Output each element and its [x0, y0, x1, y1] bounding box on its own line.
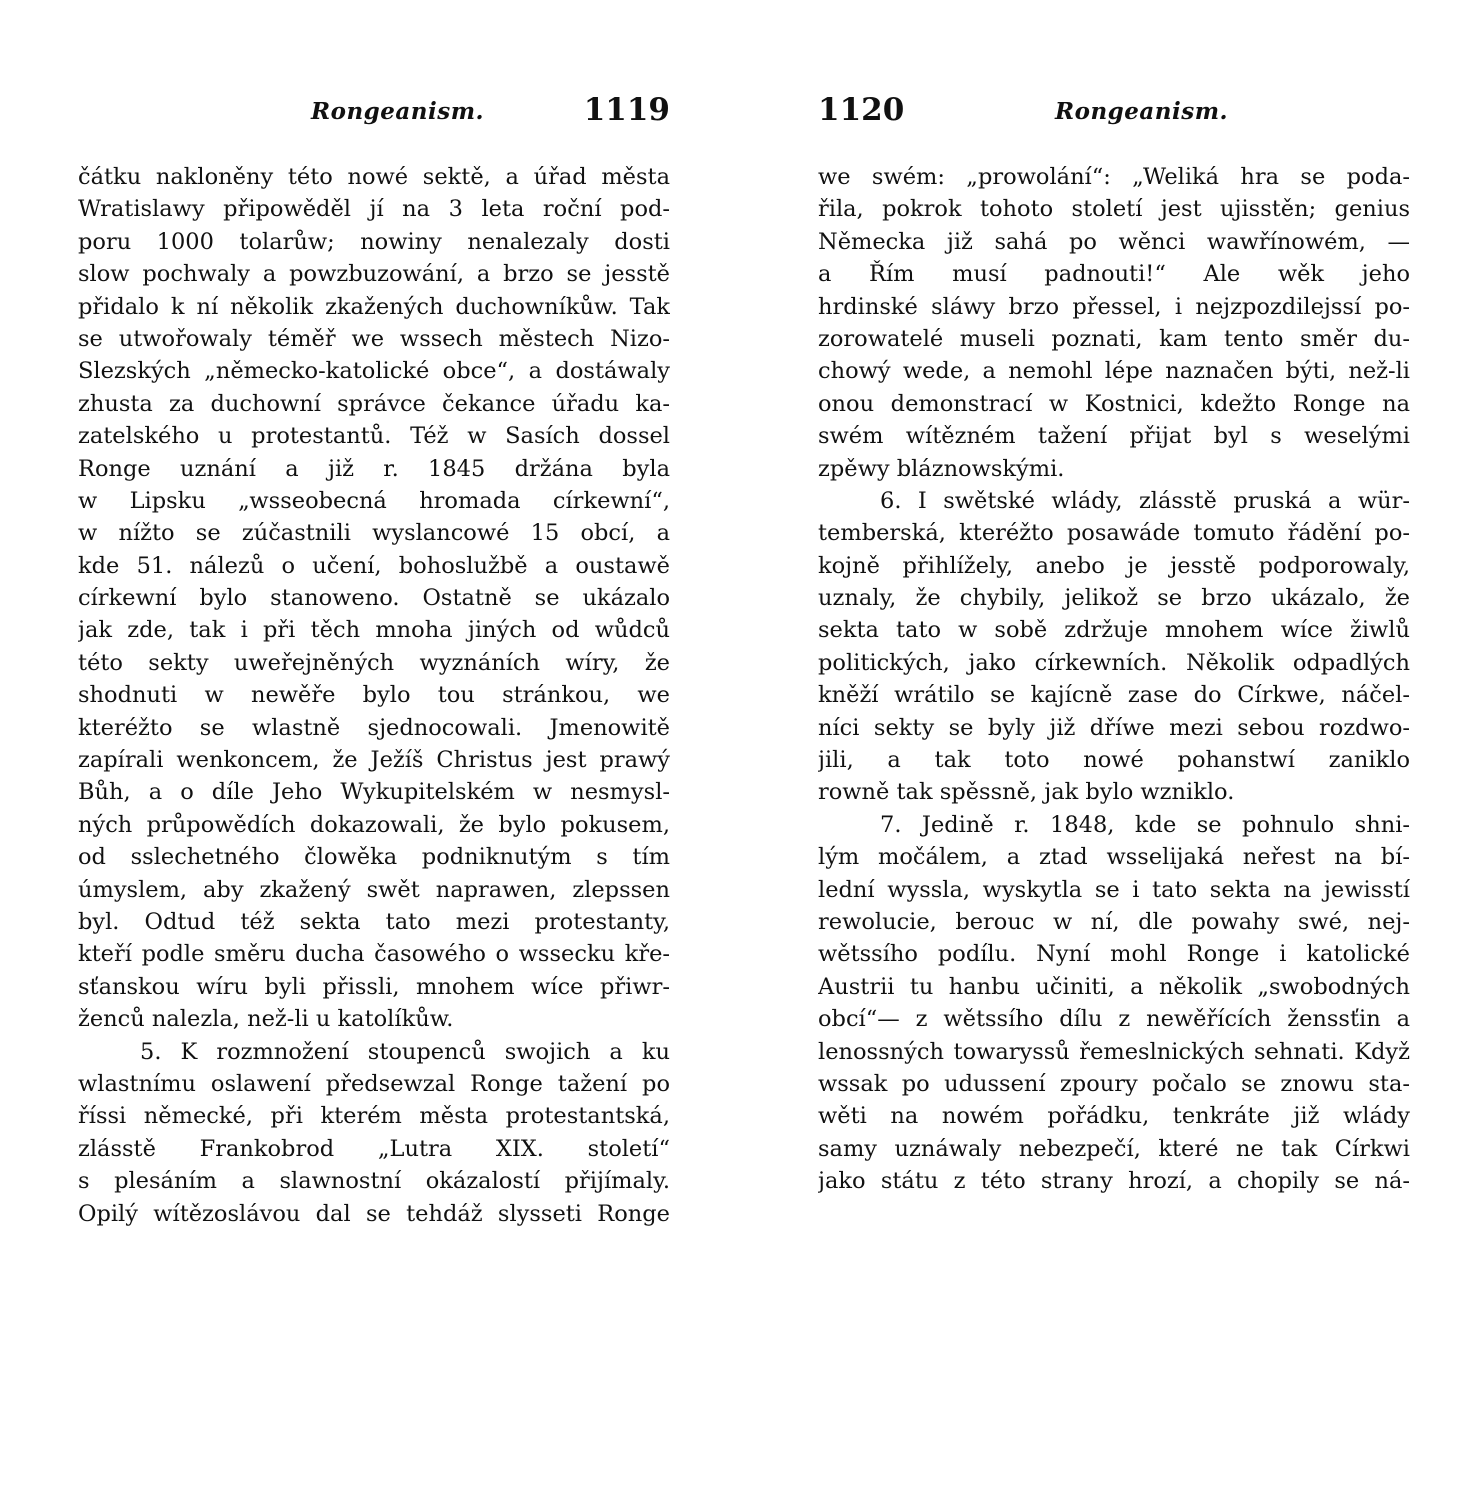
text-line: byl. Odtud též sekta tato mezi protestanty,: [78, 908, 670, 935]
text-line: čátku nakloněny této nowé sektě, a úřad města: [78, 164, 670, 190]
text-line: Bůh, a o díle Jeho Wykupitelském w nesmysl-: [78, 779, 670, 806]
text-line: we swém: „prowolání“: „Weliká hra se poda-: [818, 164, 1410, 190]
text-line: zapírali wenkoncem, že Ježíš Christus jest prawý: [78, 747, 670, 774]
text-line: sťanskou wíru byli přissli, mnohem wíce přiwr-: [78, 973, 670, 1000]
text-line: s plesáním a slawnostní okázalostí přijímaly.: [78, 1168, 670, 1195]
text-line: wssak po udussení zpoury počalo se znowu sta-: [818, 1070, 1410, 1097]
text-line: poru 1000 tolarůw; nowiny nenalezaly dosti: [78, 228, 670, 255]
text-line: temberská, kteréžto posawáde tomuto řádění po-: [818, 520, 1410, 547]
text-line: se utwořowaly téměř we wssech městech Nizo-: [78, 325, 670, 352]
text-line: sekta tato w sobě zdržuje mnohem wíce žiwlů: [818, 617, 1410, 644]
text-line: kde 51. nálezů o učení, bohoslužbě a oustawě: [78, 552, 670, 579]
text-line: rewolucie, berouc w ní, dle powahy swé, nej-: [818, 908, 1410, 935]
text-line: uznaly, že chybily, jelikož se brzo ukázalo, že: [818, 585, 1410, 612]
text-line: Austrii tu hanbu učiniti, a několik „swobodných: [818, 973, 1410, 1000]
text-line: zhusta za duchowní správce čekance úřadu ka-: [78, 390, 670, 417]
text-line: w nížto se zúčastnili wyslancowé 15 obcí, a: [78, 520, 670, 547]
page-number: 1120: [818, 92, 905, 128]
text-line: a Řím musí padnouti!“ Ale wěk jeho: [818, 261, 1410, 288]
text-line: politických, jako církewních. Několik odpadlých: [818, 649, 1410, 676]
text-line: církewní bylo stanoweno. Ostatně se ukázalo: [78, 585, 670, 612]
text-line: lenossných towaryssů řemeslnických sehnati. Když: [818, 1038, 1410, 1065]
text-line: ných průpowědích dokazowali, že bylo pokusem,: [78, 811, 670, 838]
text-line: 7. Jedině r. 1848, kde se pohnulo shni-: [880, 811, 1410, 838]
running-head: Rongeanism.: [311, 98, 485, 125]
text-line: swém wítězném tažení přijat byl s weselými: [818, 423, 1410, 450]
text-line: onou demonstrací w Kostnici, kdežto Ronge na: [818, 390, 1410, 417]
text-line: řila, pokrok tohoto století jest ujisstěn; genius: [818, 196, 1410, 223]
text-line: w Lipsku „wsseobecná hromada církewní“,: [78, 487, 670, 514]
text-line: lední wyssla, wyskytla se i tato sekta na jewisstí: [818, 876, 1410, 903]
text-line: wlastnímu oslawení předsewzal Ronge tažení po: [78, 1070, 670, 1097]
text-line: říssi německé, při kterém města protestantská,: [78, 1103, 670, 1130]
text-line: 6. I swětské wlády, zlásstě pruská a wür-: [880, 487, 1410, 514]
text-line: Německa již sahá po wěnci wawřínowém, —: [818, 228, 1410, 255]
page-body: [78, 161, 670, 1230]
text-line: kojně přihlížely, anebo je jesstě podporowaly,: [818, 552, 1410, 579]
text-line: kněží wrátilo se kajícně zase do Církwe, náčel-: [818, 682, 1410, 709]
text-line: jako státu z této strany hrozí, a chopily se ná-: [818, 1168, 1410, 1195]
text-line: úmyslem, aby zkažený swět naprawen, zlepssen: [78, 876, 670, 903]
text-line: od sslechetného člowěka podniknutým s tím: [78, 844, 670, 871]
text-line: Wratislawy připowěděl jí na 3 leta roční pod-: [78, 196, 670, 223]
text-line: wěti na nowém pořádku, tenkráte již wlády: [818, 1103, 1410, 1130]
text-line: Ronge uznání a již r. 1845 držána byla: [78, 455, 670, 482]
text-line: kteréžto se wlastně sjednocowali. Jmenowitě: [78, 714, 670, 741]
text-line: shodnuti w newěře bylo tou stránkou, we: [78, 682, 670, 709]
text-line: jak zde, tak i při těch mnoha jiných od wůdců: [78, 617, 670, 644]
page-body: [818, 161, 1410, 1198]
text-line: zorowatelé museli poznati, kam tento směr du-: [818, 325, 1410, 352]
text-line: obcí“— z wětssího dílu z newěřících ženssťin a: [818, 1006, 1410, 1033]
text-line: níci sekty se byly již dříwe mezi sebou rozdwo-: [818, 714, 1410, 741]
text-line: zatelského u protestantů. Též w Sasích dossel: [78, 423, 670, 450]
text-line: lým močálem, a ztad wsselijaká neřest na bí-: [818, 844, 1410, 871]
text-line: slow pochwaly a powzbuzowání, a brzo se jesstě: [78, 261, 670, 288]
page-header: [818, 92, 1410, 136]
text-line: samy uznáwaly nebezpečí, které ne tak Církwi: [818, 1135, 1410, 1162]
text-line: zpěwy bláznowskými.: [818, 455, 1065, 482]
text-line: této sekty uweřejněných wyznáních wíry, že: [78, 649, 670, 676]
text-line: hrdinské sláwy brzo přessel, i nejzpozdilejssí po-: [818, 293, 1410, 320]
text-line: zlásstě Frankobrod „Lutra XIX. století“: [78, 1135, 670, 1162]
text-line: chowý wede, a nemohl lépe naznačen býti, než-li: [818, 358, 1410, 385]
text-line: přidalo k ní několik zkažených duchowníkůw. Tak: [78, 293, 670, 320]
text-line: kteří podle směru ducha časowého o wssecku kře-: [78, 941, 670, 968]
page-number: 1119: [583, 92, 670, 128]
text-line: rowně tak spěssně, jak bylo wzniklo.: [818, 779, 1235, 806]
text-line: wětssího podílu. Nyní mohl Ronge i katolické: [818, 941, 1410, 968]
page-header: [78, 92, 670, 136]
text-line: ženců nalezla, než-li u katolíkůw.: [78, 1006, 454, 1033]
text-line: Slezských „německo-katolické obce“, a dostáwaly: [78, 358, 670, 385]
text-line: 5. K rozmnožení stoupenců swojich a ku: [140, 1038, 670, 1065]
text-line: Opilý wítězoslávou dal se tehdáž slysseti Ronge: [78, 1200, 670, 1227]
running-head: Rongeanism.: [1055, 98, 1229, 125]
text-line: jili, a tak toto nowé pohanstwí zaniklo: [818, 747, 1410, 774]
